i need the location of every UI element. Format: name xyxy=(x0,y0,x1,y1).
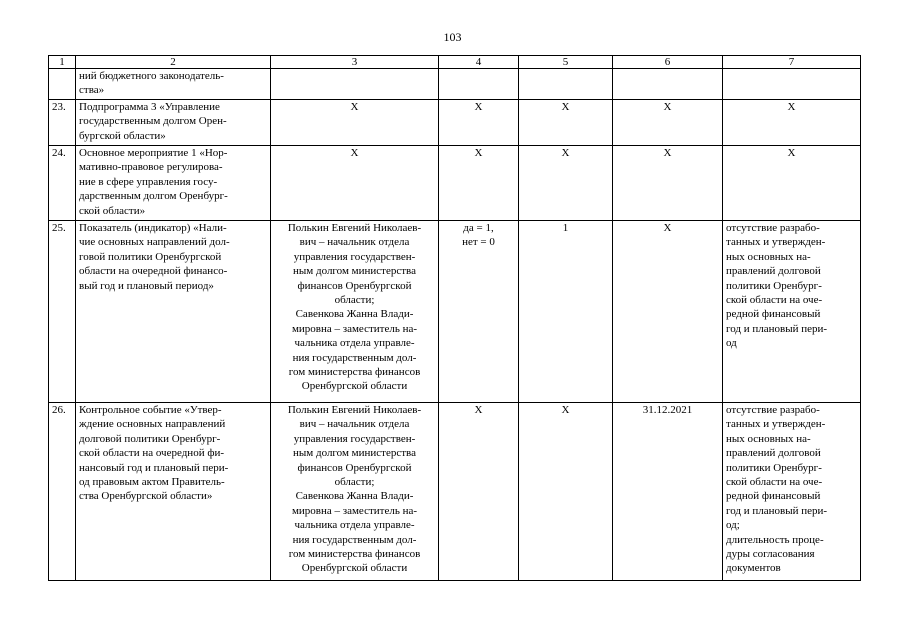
header-col-7: 7 xyxy=(723,56,861,69)
row-col-6: Х xyxy=(613,146,723,221)
row-responsible xyxy=(271,69,439,100)
row-col-5: 1 xyxy=(519,221,613,403)
header-row xyxy=(49,56,861,69)
header-col-4: 4 xyxy=(439,56,519,69)
header-col-1: 1 xyxy=(49,56,76,69)
header-col-3: 3 xyxy=(271,56,439,69)
table-row xyxy=(49,221,861,403)
row-col-7: Х xyxy=(723,100,861,146)
row-col-4: Х xyxy=(439,403,519,581)
row-responsible: Полькин Евгений Николаев- вич – начальник отдела управления государствен- ным долгом министерства финансов Оренбургской области; Савенкова Жанна Влади- мировна – заместитель на- чальника отдела управле- ния государственным дол- гом министерства финансов Оренбургской области xyxy=(271,221,439,403)
table-row xyxy=(49,146,861,221)
table-row xyxy=(49,69,861,100)
row-col-7 xyxy=(723,69,861,100)
row-number: 23. xyxy=(49,100,76,146)
table-row xyxy=(49,403,861,581)
row-col-4: Х xyxy=(439,146,519,221)
row-number xyxy=(49,69,76,100)
row-col-6: Х xyxy=(613,100,723,146)
row-col-6: 31.12.2021 xyxy=(613,403,723,581)
header-col-6: 6 xyxy=(613,56,723,69)
header-col-5: 5 xyxy=(519,56,613,69)
row-number: 26. xyxy=(49,403,76,581)
row-name: Показатель (индикатор) «Нали- чие основных направлений дол- говой политики Оренбургской области на очередной финансо- вый год и плановый период» xyxy=(76,221,271,403)
row-col-4: Х xyxy=(439,100,519,146)
row-col-5 xyxy=(519,69,613,100)
row-col-7: Х xyxy=(723,146,861,221)
row-responsible: Х xyxy=(271,146,439,221)
row-responsible: Полькин Евгений Николаев- вич – начальник отдела управления государствен- ным долгом министерства финансов Оренбургской области; Савенкова Жанна Влади- мировна – заместитель на- чальника отдела управле- ния государственным дол- гом министерства финансов Оренбургской области xyxy=(271,403,439,581)
row-responsible: Х xyxy=(271,100,439,146)
row-col-5: Х xyxy=(519,146,613,221)
row-name: Основное мероприятие 1 «Нор- мативно-правовое регулирова- ние в сфере управления госу- дарственным долгом Оренбург- ской области» xyxy=(76,146,271,221)
page-number: 103 xyxy=(443,30,462,44)
row-number: 25. xyxy=(49,221,76,403)
row-col-4: да = 1, нет = 0 xyxy=(439,221,519,403)
row-col-5: Х xyxy=(519,100,613,146)
table-row xyxy=(49,100,861,146)
row-name: Подпрограмма 3 «Управление государственным долгом Орен- бургской области» xyxy=(76,100,271,146)
row-col-6 xyxy=(613,69,723,100)
row-col-7: отсутствие разрабо- танных и утвержден- ных основных на- правлений долговой политики Оренбург- ской области на оче- редной финансовый год и плановый пери- од; длительность проце- дуры согласования документов xyxy=(723,403,861,581)
row-col-7: отсутствие разрабо- танных и утвержден- ных основных на- правлений долговой политики Оренбург- ской области на оче- редной финансовый год и плановый пери- од xyxy=(723,221,861,403)
row-col-5: Х xyxy=(519,403,613,581)
row-name: Контрольное событие «Утвер- ждение основных направлений долговой политики Оренбург- ской области на очередной фи- нансовый год и плановый пери- од правовым актом Правитель- ства Оренбургской области» xyxy=(76,403,271,581)
row-name: ний бюджетного законодатель- ства» xyxy=(76,69,271,100)
row-col-6: Х xyxy=(613,221,723,403)
header-col-2: 2 xyxy=(76,56,271,69)
row-number: 24. xyxy=(49,146,76,221)
row-col-4 xyxy=(439,69,519,100)
program-table xyxy=(48,55,861,581)
